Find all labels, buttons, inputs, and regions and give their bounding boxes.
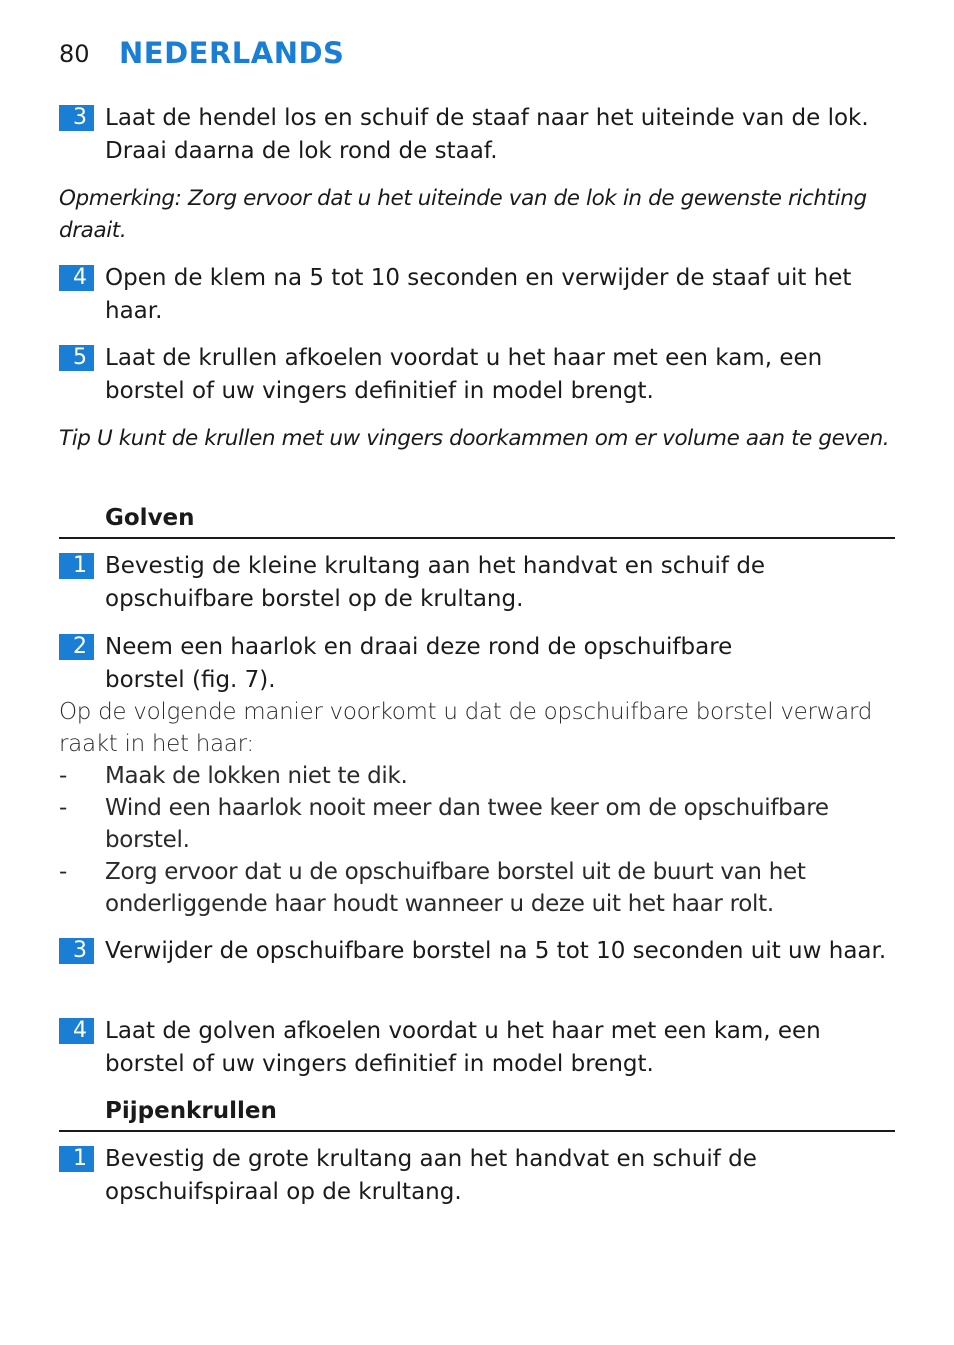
page-number: 80 (59, 40, 90, 68)
golven-bullet-list (59, 760, 895, 920)
bullet-dash: - (59, 859, 67, 885)
step-5 (59, 342, 895, 407)
bullet-dash: - (59, 763, 67, 789)
section-title: Golven (105, 505, 195, 531)
section-heading-golven (59, 503, 895, 539)
golven-step-1 (59, 550, 895, 615)
section-title: Pijpenkrullen (105, 1098, 277, 1124)
golven-intro-paragraph: Op de volgende manier voorkomt u dat de opschuifbare borstel verward raakt in het haar: (59, 699, 873, 757)
bullet-dash: - (59, 795, 67, 821)
step-text: Verwijder de opschuifbare borstel na 5 tot 10 seconden uit uw haar. (105, 938, 887, 964)
tip-text: Tip U kunt de krullen met uw vingers doorkammen om er volume aan te geven. (59, 426, 890, 451)
step-number-badge: 5 (59, 345, 94, 371)
step-text: Neem een haarlok en draai deze rond de opschuifbare borstel (fig. 7). (105, 634, 733, 693)
list-item (59, 856, 895, 920)
golven-step-4 (59, 1015, 895, 1080)
step-text: Laat de golven afkoelen voordat u het haar met een kam, een borstel of uw vingers definitief in model brengt. (105, 1018, 821, 1077)
step-4 (59, 262, 895, 327)
step-text: Open de klem na 5 tot 10 seconden en verwijder de staaf uit het haar. (105, 265, 852, 324)
step-text: Laat de krullen afkoelen voordat u het haar met een kam, een borstel of uw vingers definitief in model brengt. (105, 345, 823, 404)
step-number-badge: 2 (59, 634, 94, 660)
step-number-badge: 3 (59, 938, 94, 964)
step-number-badge: 3 (59, 105, 94, 131)
golven-step-2 (59, 631, 895, 696)
step-text: Laat de hendel los en schuif de staaf naar het uiteinde van de lok. Draai daarna de lok rond de staaf. (105, 105, 869, 164)
bullet-text: Wind een haarlok nooit meer dan twee keer om de opschuifbare borstel. (105, 795, 829, 853)
language-title: NEDERLANDS (119, 36, 345, 70)
golven-step-3 (59, 935, 895, 968)
bullet-text: Maak de lokken niet te dik. (105, 763, 408, 789)
list-item (59, 760, 895, 792)
step-number-badge: 4 (59, 265, 94, 291)
step-text: Bevestig de grote krultang aan het handvat en schuif de opschuifspiraal op de krultang. (105, 1146, 757, 1205)
list-item (59, 792, 895, 856)
section-heading-pijpenkrullen (59, 1096, 895, 1132)
step-number-badge: 1 (59, 1146, 94, 1172)
step-text: Bevestig de kleine krultang aan het handvat en schuif de opschuifbare borstel op de krultang. (105, 553, 766, 612)
pijpenkrullen-step-1 (59, 1143, 895, 1208)
step-number-badge: 4 (59, 1018, 94, 1044)
note-remark: Opmerking: Zorg ervoor dat u het uiteinde van de lok in de gewenste richting draait. (59, 186, 867, 243)
step-number-badge: 1 (59, 553, 94, 579)
bullet-text: Zorg ervoor dat u de opschuifbare borstel uit de buurt van het onderliggende haar houdt wanneer u deze uit het haar rolt. (105, 859, 806, 917)
step-3-top (59, 102, 895, 167)
